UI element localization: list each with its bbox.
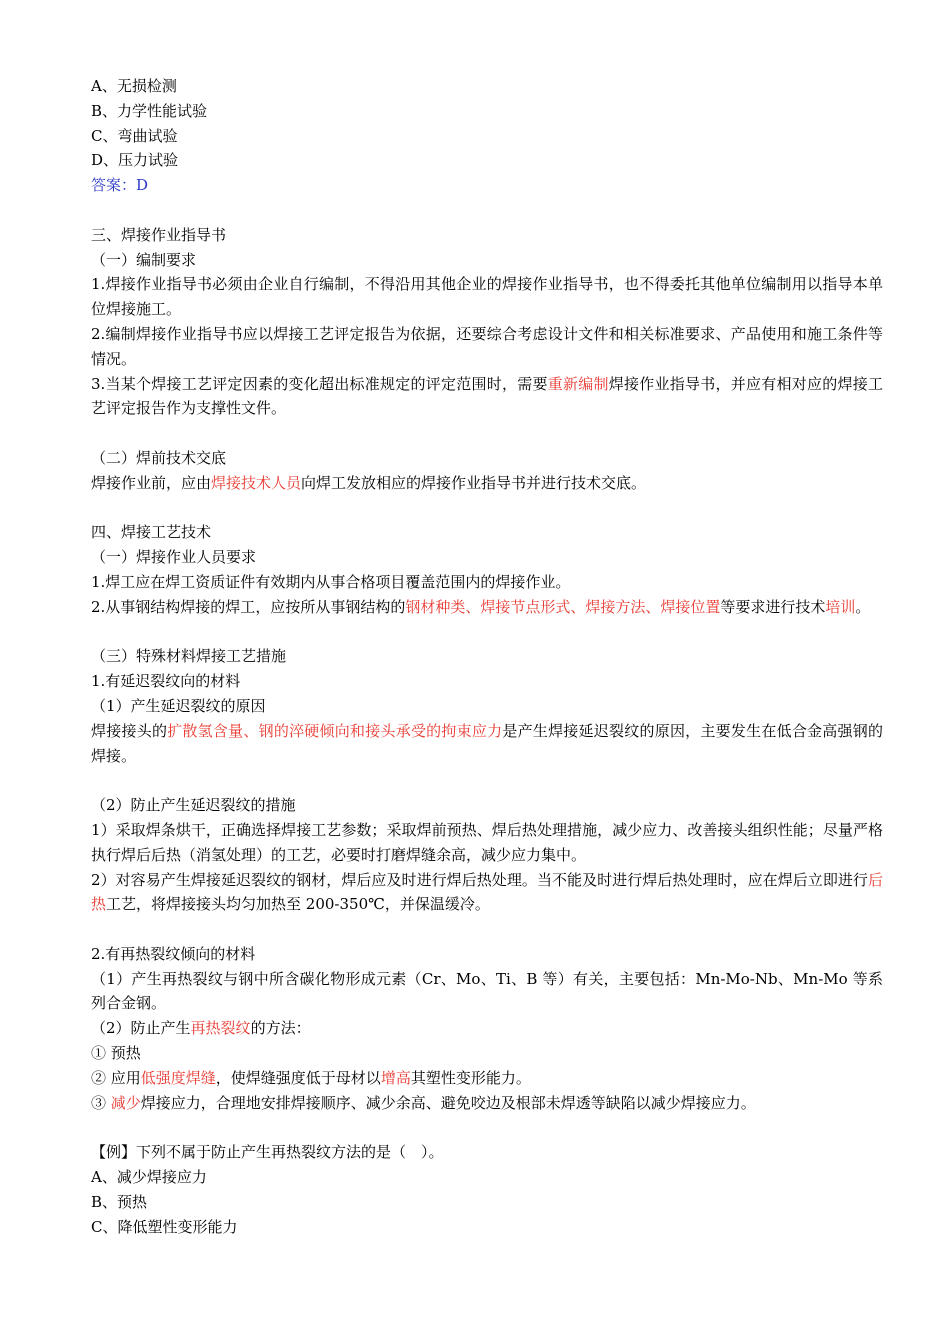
highlight-run: 培训 — [825, 597, 856, 616]
option-b: B、力学性能试验 — [91, 101, 208, 120]
text-run: ，使焊缝强度低于母材以 — [215, 1068, 381, 1087]
text-run: 焊接应力，合理地安排焊接顺序、减少余高、避免咬边及根部未焊透等缺陷以减少焊接应力。 — [140, 1093, 756, 1112]
blank-line — [91, 620, 883, 645]
text-run: 焊接作业前，应由 — [91, 473, 212, 492]
method-item-1: ① 预热 — [91, 1044, 141, 1063]
material-2-p1: （1）产生再热裂纹与钢中所含碳化物形成元素（Cr、Mo、Ti、B 等）有关，主要包括：Mn-Mo-Nb、Mn-Mo 等系列合金钢。 — [91, 969, 883, 1013]
example-option-c: C、降低塑性变形能力 — [91, 1217, 238, 1236]
section-3-p3 — [91, 372, 883, 422]
answer-line — [91, 173, 883, 198]
highlight-run: 扩散氢含量、钢的淬硬倾向和接头承受的拘束应力 — [167, 721, 503, 740]
example-question: 【例】下列不属于防止产生再热裂纹方法的是（ ）。 — [91, 1143, 444, 1162]
text-run: 焊接接头的 — [91, 721, 168, 740]
option-a: A、无损检测 — [91, 77, 177, 95]
material-1-sub2: （2）防止产生延迟裂纹的措施 — [91, 796, 296, 815]
material-1-p1 — [91, 719, 883, 769]
blank-line — [91, 198, 883, 223]
method-item-3 — [91, 1091, 883, 1116]
blank-line — [91, 1115, 883, 1140]
section-3-p1: 1.焊接作业指导书必须由企业自行编制，不得沿用其他企业的焊接作业指导书，也不得委托其他单位编制用以指导本单位焊接施工。 — [91, 275, 883, 319]
highlight-run: 减少 — [110, 1093, 141, 1112]
material-1-sub1: （1）产生延迟裂纹的原因 — [91, 696, 266, 715]
text-run: 。 — [855, 597, 871, 616]
blank-line — [91, 917, 883, 942]
section-4-p2 — [91, 595, 883, 620]
section-3-title: 三、焊接作业指导书 — [91, 225, 227, 244]
text-run: （2）防止产生 — [91, 1019, 191, 1038]
text-run: 3.当某个焊接工艺评定因素的变化超出标准规定的评定范围时，需要 — [91, 374, 548, 393]
highlight-run: 后热 — [91, 870, 883, 914]
text-run: 工艺，将焊接接头均匀加热至 200-350℃，并保温缓冷。 — [106, 895, 490, 914]
example-option-b: B、预热 — [91, 1192, 148, 1211]
section-4-sub3: （三）特殊材料焊接工艺措施 — [91, 647, 287, 666]
blank-line — [91, 496, 883, 521]
material-1-p2: 1）采取焊条烘干，正确选择焊接工艺参数；采取焊前预热、焊后热处理措施，减少应力、改善接头组织性能；尽量严格执行焊后后热（消氢处理）的工艺，必要时打磨焊缝余高，减少应力集中。 — [91, 820, 883, 864]
document-page — [91, 74, 883, 1239]
option-d: D、压力试验 — [91, 151, 179, 170]
text-run: 其塑性变形能力。 — [410, 1068, 531, 1087]
text-run: 是产生焊接延迟裂纹的原因，主要发生在低合金高强钢的焊接。 — [91, 721, 883, 765]
highlight-run: 增高 — [380, 1068, 411, 1087]
section-3-sub2: （二）焊前技术交底 — [91, 448, 227, 467]
material-2-title: 2.有再热裂纹倾向的材料 — [91, 944, 256, 963]
text-run: 等要求进行技术 — [720, 597, 826, 616]
section-3-p4 — [91, 471, 883, 496]
highlight-run: 钢材种类、焊接节点形式、焊接方法、焊接位置 — [405, 597, 721, 616]
highlight-run: 低强度焊缝 — [140, 1068, 216, 1087]
text-run: 的方法： — [250, 1019, 311, 1038]
option-c: C、弯曲试验 — [91, 126, 178, 145]
section-4-p1: 1.焊工应在焊工资质证件有效期内从事合格项目覆盖范围内的焊接作业。 — [91, 572, 571, 591]
method-item-2 — [91, 1066, 883, 1091]
text-run: 2）对容易产生焊接延迟裂纹的钢材，焊后应及时进行焊后热处理。当不能及时进行焊后热处理时，应在焊后立即进行 — [91, 870, 868, 889]
text-run: 焊接作业指导书，并应有相对应的焊接工艺评定报告作为支撑性文件。 — [91, 374, 883, 418]
text-run: 2.从事钢结构焊接的焊工，应按所从事钢结构的 — [91, 597, 406, 616]
text-run: ② 应用 — [91, 1068, 141, 1087]
answer-value: D — [136, 176, 149, 195]
answer-label: 答案： — [91, 176, 137, 195]
example-option-a: A、减少焊接应力 — [91, 1168, 207, 1187]
material-1-title: 1.有延迟裂纹向的材料 — [91, 672, 241, 691]
material-2-sub2 — [91, 1016, 883, 1041]
blank-line — [91, 768, 883, 793]
section-3-sub1: （一）编制要求 — [91, 250, 197, 269]
section-3-p2: 2.编制焊接作业指导书应以焊接工艺评定报告为依据，还要综合考虑设计文件和相关标准要求、产品使用和施工条件等情况。 — [91, 324, 883, 368]
text-run: 向焊工发放相应的焊接作业指导书并进行技术交底。 — [301, 473, 647, 492]
section-4-sub1: （一）焊接作业人员要求 — [91, 548, 257, 567]
blank-line — [91, 421, 883, 446]
highlight-run: 重新编制 — [547, 374, 609, 393]
highlight-run: 再热裂纹 — [190, 1019, 251, 1038]
highlight-run: 焊接技术人员 — [211, 473, 302, 492]
text-run: ③ — [91, 1093, 111, 1112]
material-1-p3 — [91, 868, 883, 918]
section-4-title: 四、焊接工艺技术 — [91, 523, 212, 542]
